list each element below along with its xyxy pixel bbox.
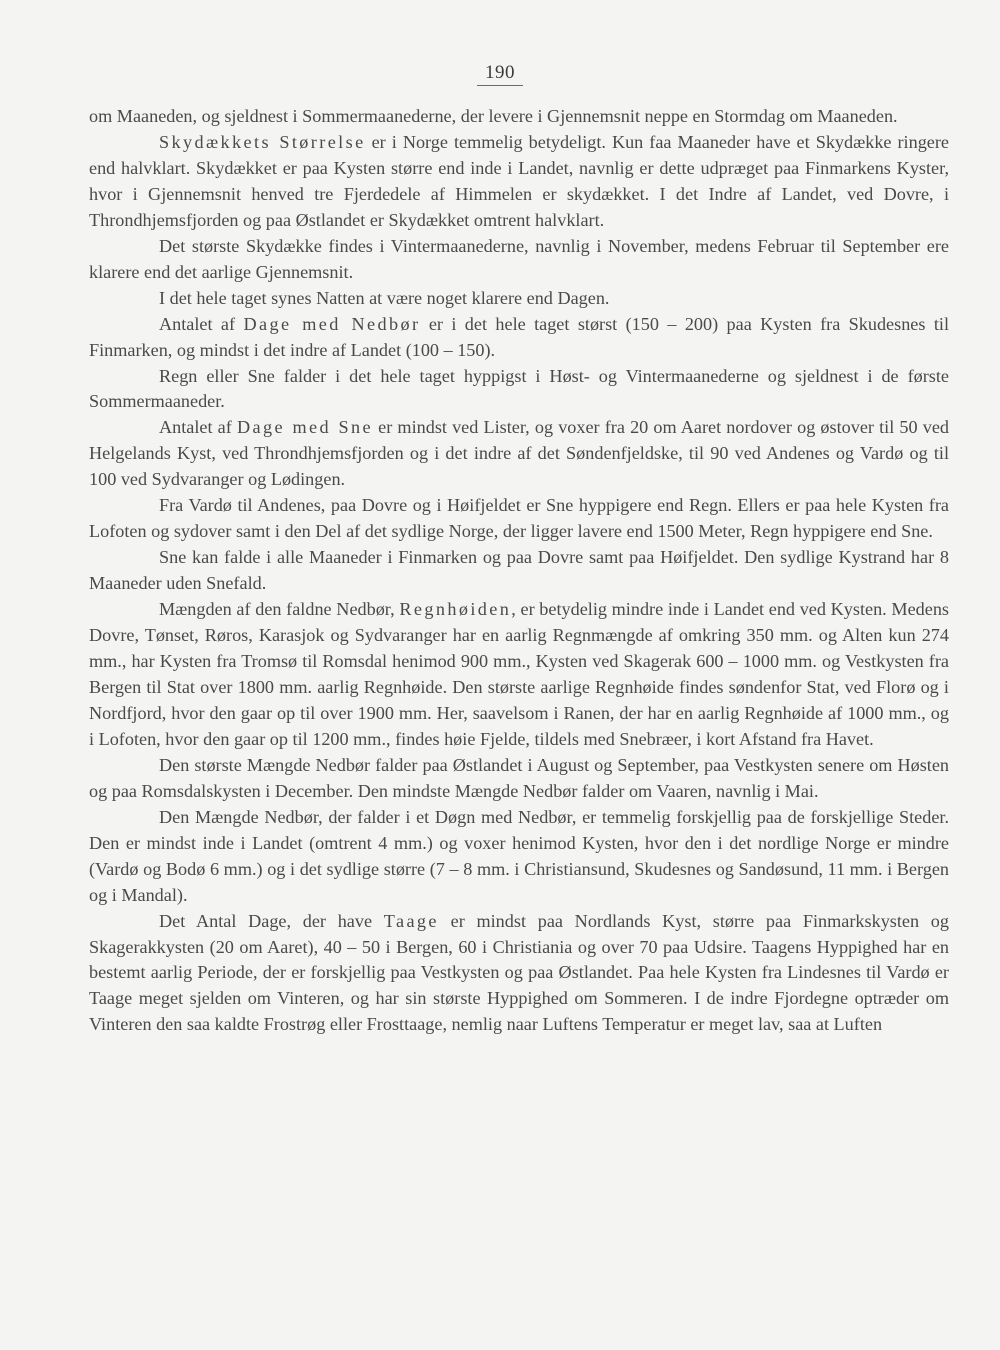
paragraph-text: I det hele taget synes Natten at være noget klarere end Dagen. — [159, 287, 610, 308]
paragraph-text: er i Norge temmelig betydeligt. Kun faa Maaneder have et Skydække ringere end halvklart. Skydækket er paa Kysten større end inde i Landet, navnlig er dette udpræget paa Finmarkens Kyster, hvor i Gjennemsnit henved tre Fjerdedele af Himmelen er skydækket. I det Indre af Landet, ved Dovre, i Throndhjemsfjorden og paa Østlandet er Skydækket omtrent halvklart. — [89, 131, 950, 230]
paragraph-text: om Maaneden, og sjeldnest i Sommermaanederne, der levere i Gjennemsnit neppe en Stormdag om Maaneden. — [89, 106, 898, 126]
page-header — [0, 62, 1000, 86]
paragraph — [89, 493, 949, 545]
paragraph — [89, 312, 949, 364]
paragraph-text: Den største Mængde Nedbør falder paa Østlandet i August og September, paa Vestkysten senere om Høsten og paa Romsdalskysten i December. Den mindste Mængde Nedbør falder om Vaaren, navnlig i Mai. — [89, 754, 949, 801]
paragraph-text: Fra Vardø til Andenes, paa Dovre og i Høifjeldet er Sne hyppigere end Regn. Ellers er paa hele Kysten fra Lofoten og sydover samt i den Del af det sydlige Norge, der ligger lavere end 1500 Meter, Regn hyppigere end Sne. — [89, 495, 949, 542]
paragraph — [89, 805, 949, 909]
paragraph-text: Regn eller Sne falder i det hele taget hyppigst i Høst- og Vintermaanederne og sjeldnest i de første Sommermaaneder. — [89, 365, 949, 412]
spaced-term: Taage — [383, 910, 439, 931]
paragraph-text: Antalet af — [159, 313, 244, 334]
paragraph-text: Mængden af den faldne Nedbør, — [159, 599, 400, 620]
paragraph-text: , er betydelig mindre inde i Landet end ved Kysten. Medens Dovre, Tønset, Røros, Karasjok og Sydvaranger har en aarlig Regnmængde af omkring 350 mm. og Alten kun 274 mm., har Kysten fra Tromsø til Romsdal henimod 900 mm., Kysten ved Skagerak 600 – 1000 mm. og Vestkysten fra Bergen til Stat over 1800 mm. aarlig Regnhøide. Den største aarlige Regnhøide findes søndenfor Stat, ved Florø og i Nordfjord, hvor den gaar op til over 1900 mm. Her, saavelsom i Ranen, der har en aarlig Regnhøide af 1000 mm., og i Lofoten, hvor den gaar op til 1200 mm., findes høie Fjelde, tildels med Snebræer, i kort Afstand fra Havet. — [89, 599, 949, 749]
page-number: 190 — [477, 62, 523, 86]
paragraph — [89, 415, 949, 493]
paragraph — [89, 234, 949, 286]
paragraph — [89, 286, 949, 312]
paragraph — [89, 909, 949, 1039]
paragraph — [89, 130, 949, 234]
paragraph — [89, 545, 949, 597]
paragraph — [89, 104, 949, 130]
paragraph-text: er mindst paa Nordlands Kyst, større paa Finmarkskysten og Skagerakkysten (20 om Aaret), 40 – 50 i Bergen, 60 i Christiania og over 70 paa Udsire. Taagens Hyppighed har en bestemt aarlig Periode, der er forskjellig paa Vestkysten og paa Østlandet. Paa hele Kysten fra Lindesnes til Vardø er Taage meget sjelden om Vinteren, og har sin største Hyppighed om Sommeren. I de indre Fjordegne optræder om Vinteren den saa kaldte Frostrøg eller Frosttaage, nemlig naar Luftens Temperatur er meget lav, saa at Luften — [89, 910, 949, 1035]
paragraph-text: er i det hele taget størst (150 – 200) paa Kysten fra Skudesnes til Finmarken, og mindst i det indre af Landet (100 – 150). — [89, 313, 949, 360]
spaced-term: Dage med Sne — [236, 417, 374, 438]
paragraph — [89, 753, 949, 805]
paragraph-text: Det største Skydække findes i Vintermaanederne, navnlig i November, medens Februar til September ere klarere end det aarlige Gjennemsnit. — [89, 235, 949, 282]
body-text — [89, 104, 949, 1038]
paragraph — [89, 364, 949, 416]
paragraph-text: er mindst ved Lister, og voxer fra 20 om Aaret nordover og østover til 50 ved Helgelands Kyst, ved Throndhjemsfjorden og i det indre af det Søndenfjeldske, til 90 ved Andenes og Vardø og til 100 ved Sydvaranger og Lødingen. — [89, 417, 949, 490]
spaced-term: Skydækkets Størrelse — [159, 131, 366, 152]
paragraph-text: Sne kan falde i alle Maaneder i Finmarken og paa Dovre samt paa Høifjeldet. Den sydlige Kystrand har 8 Maaneder uden Snefald. — [89, 547, 949, 594]
spaced-term: Dage med Nedbør — [243, 313, 421, 334]
paragraph-text: Det Antal Dage, der have — [159, 910, 384, 931]
paragraph-text: Den Mængde Nedbør, der falder i et Døgn med Nedbør, er temmelig forskjellig paa de forskjellige Steder. Den er mindst inde i Landet (omtrent 4 mm.) og voxer henimod Kysten, hvor den i det nordlige Norge er mindre (Vardø og Bodø 6 mm.) og i det sydlige større (7 – 8 mm. i Christiansund, Skudesnes og Sandøsund, 11 mm. i Bergen og i Mandal). — [89, 806, 949, 905]
spaced-term: Regnhøiden — [399, 599, 512, 620]
paragraph — [89, 597, 949, 753]
paragraph-text: Antalet af — [159, 417, 237, 438]
